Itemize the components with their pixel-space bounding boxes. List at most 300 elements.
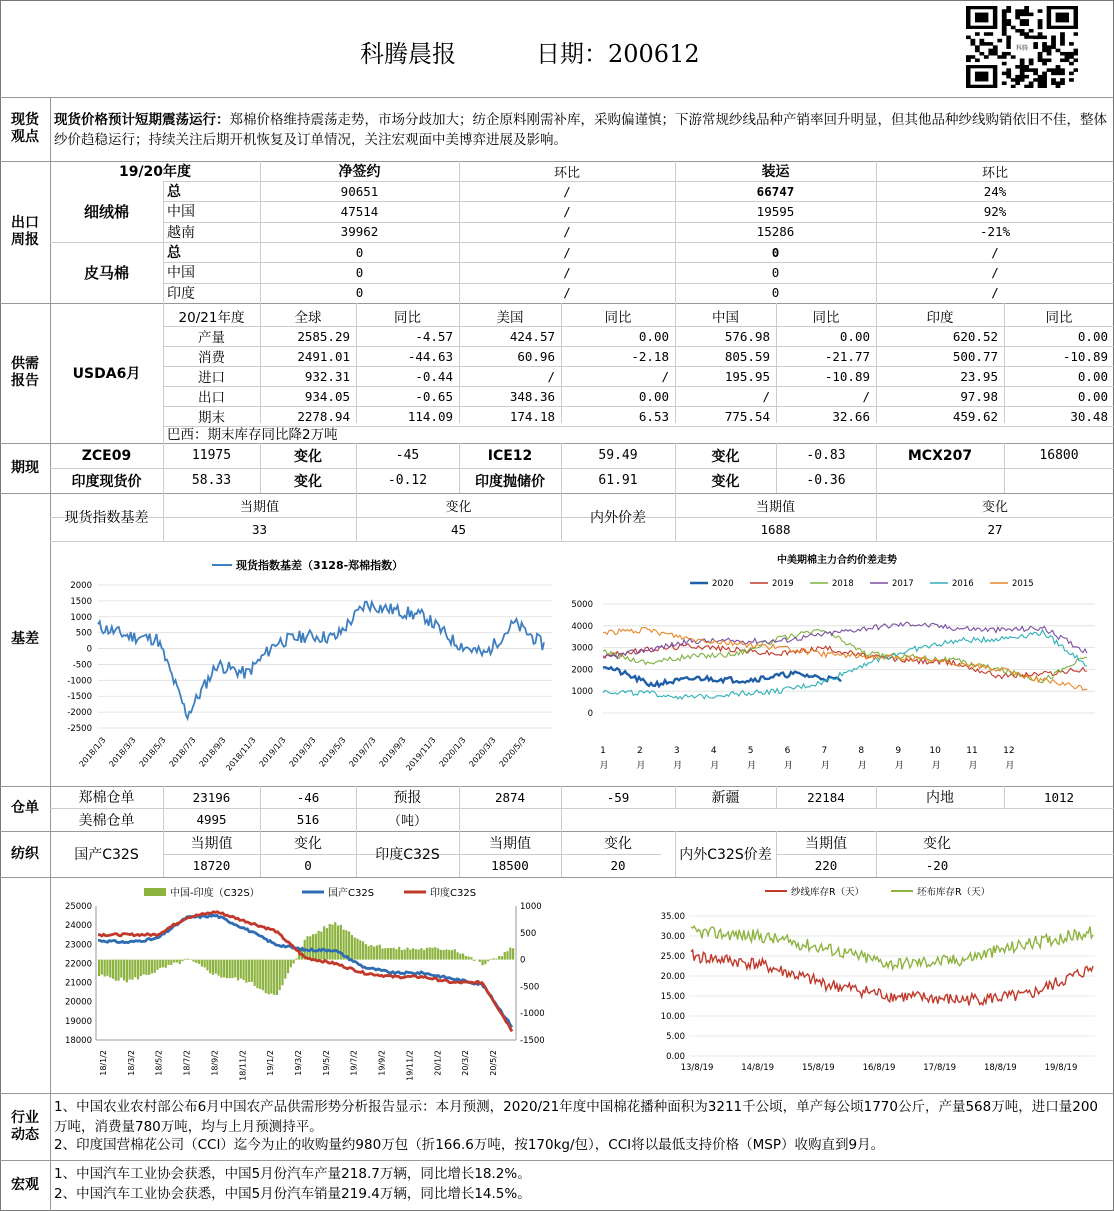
chart2-legend: 2017	[892, 579, 914, 589]
chart3-ytick-left: 18000	[64, 1036, 92, 1046]
section-macro: 宏观	[11, 1177, 39, 1193]
export-cell: /	[563, 203, 571, 219]
chart3-bar	[223, 960, 225, 978]
export-cell: /	[563, 264, 571, 280]
supply-cell: 0.00	[638, 388, 669, 404]
export-cell: /	[991, 285, 999, 301]
supply-cell: 424.57	[509, 328, 555, 344]
export-cell: -21%	[979, 224, 1011, 240]
supply-cell: /	[661, 368, 669, 384]
chart2-xtick: 8	[858, 746, 865, 756]
export-h-mom2: 环比	[981, 165, 1008, 181]
chart3-bar	[465, 956, 467, 960]
supply-cell: 0.00	[1077, 368, 1108, 384]
chart3-bar	[331, 925, 333, 960]
chart2-ytick: 2000	[571, 665, 593, 676]
export-year: 19/20年度	[118, 164, 192, 180]
yarn-h-chg-3: 变化	[923, 835, 951, 852]
chart4-ytick: 5.00	[666, 1032, 685, 1042]
chart3-bar	[251, 960, 253, 982]
export-cell: 0	[355, 285, 364, 301]
section-futures: 期现	[11, 459, 39, 476]
chart3-ytick-left: 23000	[64, 940, 92, 951]
chart3-ytick-right: 500	[520, 928, 537, 939]
futures-cell: 印度现货价	[71, 473, 142, 490]
chart3-legend: 中国-印度（C32S）	[170, 888, 260, 899]
export-cell: 0	[355, 244, 364, 260]
chart3-bar	[273, 960, 275, 995]
chart2-xtick: 2	[637, 746, 643, 756]
futures-cell: 变化	[294, 448, 322, 465]
chart3-bar	[501, 956, 503, 959]
chart3-bar	[345, 930, 347, 959]
supply-cell: 0.00	[638, 328, 669, 344]
chart3-bar	[504, 952, 506, 960]
svg-text:月: 月	[783, 761, 794, 771]
chart4-xtick: 16/8/19	[862, 1063, 896, 1073]
chart2-xtick: 10	[929, 746, 941, 756]
supply-cell: 2278.94	[297, 408, 350, 424]
section-export: 出口周报	[11, 215, 39, 248]
supply-cell: -4.57	[415, 328, 453, 344]
basis-h-cur: 当期值	[239, 499, 279, 515]
supply-cell: 32.66	[832, 408, 870, 424]
chart3-bar	[406, 948, 408, 960]
us-warehouse-label: 美棉仓单	[78, 812, 135, 829]
spread-label: 内外价差	[590, 510, 646, 526]
basis-h-chg: 变化	[445, 499, 472, 515]
chart3-bar	[145, 960, 147, 975]
futures-cell: 61.91	[598, 473, 638, 488]
chart3-series	[98, 912, 512, 1032]
warehouse-unit: （吨）	[387, 814, 427, 829]
export-cell: /	[563, 285, 571, 301]
chart3-bar	[184, 959, 186, 960]
chart3-bar	[326, 928, 328, 959]
chart1-xtick: 2018/1/3	[77, 735, 108, 769]
svg-text:月: 月	[820, 761, 830, 771]
chart1-xtick: 2019/3/3	[287, 735, 318, 769]
chart3-bar	[120, 960, 122, 978]
chart3-ytick-left: 24000	[64, 921, 92, 932]
supply-header: 同比	[812, 310, 840, 326]
chart1-ytick: 0	[86, 644, 92, 655]
chart1-xtick: 2019/11/3	[404, 735, 438, 773]
chart4-xtick: 15/8/19	[801, 1063, 835, 1073]
supply-cell: 500.77	[952, 348, 998, 364]
section-supply: 供需报告	[11, 356, 39, 389]
chart2-ytick: 0	[587, 709, 593, 719]
chart1-xtick: 2018/5/3	[137, 735, 168, 769]
supply-cell: 60.96	[517, 348, 555, 364]
qr-code	[966, 6, 1078, 88]
us-warehouse-change: 516	[296, 812, 320, 827]
chart3-bar	[204, 960, 206, 968]
chart4-xtick: 19/8/19	[1044, 1063, 1078, 1073]
supply-cell: 805.59	[724, 348, 770, 364]
chart3-bar	[356, 939, 358, 960]
yarn-h-cur-1: 当期值	[190, 835, 233, 852]
export-cell: 0	[355, 264, 364, 280]
chart1-xtick: 2018/7/3	[167, 735, 198, 769]
chart3-bar	[237, 960, 239, 981]
spread-v-chg: 27	[987, 521, 1003, 537]
chart2-ytick: 3000	[571, 643, 593, 654]
chart4-ytick: 30.00	[660, 932, 685, 942]
chart1-xtick: 2018/11/3	[224, 735, 258, 773]
supply-cell: 932.31	[304, 368, 350, 384]
chart3-bar	[98, 960, 100, 976]
supply-cell: 97.98	[960, 388, 998, 404]
chart3-bar	[254, 960, 256, 986]
chart4-ytick: 0.00	[666, 1052, 685, 1062]
export-cell: 92%	[983, 203, 1007, 219]
basis-v-cur: 33	[251, 521, 268, 537]
section-basis: 基差	[11, 631, 39, 647]
export-h-net: 净签约	[338, 164, 381, 180]
chart2-legend: 2020	[712, 579, 734, 589]
export-cell: 24%	[983, 183, 1007, 199]
export-group-0: 细绒棉	[83, 203, 129, 221]
supply-header: 同比	[604, 310, 632, 326]
supply-header: 中国	[712, 310, 739, 326]
chart3-bar	[354, 938, 356, 960]
chart3-bar	[284, 960, 286, 979]
chart2-xtick: 12	[1003, 746, 1015, 756]
chart1-xtick: 2018/9/3	[197, 735, 228, 769]
chart3-bar	[295, 958, 297, 959]
supply-row-label: 出口	[198, 390, 225, 406]
spread-h-cur: 当期值	[755, 499, 795, 515]
chart3-bar	[359, 940, 361, 959]
supply-cell: -10.89	[1062, 348, 1108, 364]
supply-cell: 934.05	[304, 388, 350, 404]
supply-cell: /	[547, 368, 555, 384]
chart3-bar	[401, 950, 403, 960]
chart3-xtick: 19/5/2	[321, 1050, 331, 1076]
export-cell: /	[563, 244, 571, 260]
section-yarn: 纺织	[11, 845, 39, 862]
forecast-value: 2874	[494, 789, 526, 805]
yarn-india-label: 印度C32S	[375, 847, 440, 863]
chart2-legend: 2018	[832, 579, 854, 589]
supply-header: 20/21年度	[178, 310, 245, 326]
us-warehouse-value: 4995	[196, 812, 227, 827]
chart2-xtick: 9	[895, 746, 902, 756]
chart3-xtick: 20/5/2	[489, 1050, 498, 1076]
chart3-bar	[126, 960, 128, 983]
chart2-xtick: 6	[784, 746, 791, 756]
chart3-bar	[165, 960, 167, 968]
chart3-bar	[154, 960, 156, 973]
chart3-ytick-right: -1000	[520, 1009, 545, 1020]
chart3-xtick: 19/3/2	[294, 1050, 303, 1076]
export-cell: 0	[771, 285, 780, 301]
chart2-xtick: 11	[966, 746, 978, 756]
chart3-bar	[448, 950, 450, 960]
chart1-ytick: -2500	[67, 724, 92, 734]
inland-label: 内地	[926, 790, 954, 806]
chart3-bar	[329, 924, 331, 960]
chart3-xtick: 18/7/2	[182, 1050, 192, 1076]
supply-row-label: 进口	[198, 370, 225, 386]
chart4-series	[691, 950, 1093, 1005]
svg-text:月: 月	[636, 761, 646, 771]
supply-row-label: 消费	[198, 350, 225, 366]
chart3-bar	[351, 935, 353, 960]
chart2-xtick: 4	[710, 746, 717, 756]
supply-cell: 6.53	[638, 408, 669, 424]
section-industry: 行业动态	[11, 1109, 39, 1143]
chart1-xtick: 2019/1/3	[257, 735, 288, 769]
futures-cell: -45	[395, 448, 420, 463]
chart3-bar	[270, 960, 272, 994]
chart3-bar	[454, 949, 456, 959]
chart3-bar	[490, 959, 492, 960]
yarn-india-change: 20	[610, 858, 626, 873]
chart1-xtick: 2019/7/3	[347, 735, 378, 769]
chart3-bar	[462, 954, 464, 960]
chart1-ytick: -1000	[67, 676, 92, 687]
yarn-spread-change: -20	[925, 858, 949, 873]
export-cell: /	[991, 244, 999, 260]
chart3-bar	[512, 948, 514, 959]
chart3-bar	[506, 951, 508, 959]
yarn-h-cur-2: 当期值	[489, 835, 531, 852]
chart2-legend: 2019	[772, 579, 794, 589]
chart3-bar	[276, 960, 278, 995]
chart3-bar	[117, 960, 119, 981]
chart3-bar	[493, 958, 495, 959]
svg-text:月: 月	[710, 761, 720, 771]
chart1-ytick: -2000	[67, 708, 92, 719]
export-cell: 39962	[340, 224, 379, 240]
chart4-ytick: 15.00	[660, 992, 685, 1002]
chart3-bar	[231, 960, 233, 978]
supply-cell: 576.98	[724, 328, 770, 344]
futures-cell: -0.12	[387, 473, 428, 488]
chart3-legend: 国产C32S	[328, 888, 375, 899]
supply-cell: /	[762, 388, 770, 404]
export-h-ship: 装运	[761, 164, 790, 180]
supply-label: USDA6月	[72, 366, 141, 382]
chart3-bar	[104, 960, 106, 977]
chart3-bar	[415, 949, 417, 959]
chart3-bar	[451, 950, 453, 959]
chart3-bar	[112, 960, 114, 979]
supply-cell: 2491.01	[297, 348, 350, 364]
chart3-bar	[206, 960, 208, 971]
chart3-bar	[315, 934, 317, 960]
svg-text:科腾: 科腾	[1015, 45, 1029, 52]
chart3-bar	[434, 947, 436, 959]
chart3-bar	[495, 959, 497, 960]
futures-cell: -0.83	[806, 448, 846, 463]
xinjiang-label: 新疆	[711, 790, 740, 806]
chart3-bar	[192, 960, 194, 962]
chart3-bar	[173, 960, 175, 963]
svg-text:月: 月	[857, 761, 867, 771]
yarn-spread-value: 220	[814, 858, 838, 873]
chart1-xtick: 2018/3/3	[107, 735, 138, 769]
chart4-legend: 坯布库存R（天）	[917, 887, 991, 898]
yarn-domestic-change: 0	[304, 858, 312, 873]
chart2-series	[603, 644, 1087, 679]
svg-text:月: 月	[968, 761, 978, 771]
xinjiang-value: 22184	[807, 789, 845, 805]
supply-cell: -21.77	[824, 348, 870, 364]
spread-chart	[565, 545, 1110, 783]
zc-warehouse-value: 23196	[192, 789, 231, 805]
chart3-bar	[318, 931, 320, 960]
futures-cell: 变化	[711, 473, 740, 490]
chart4-xtick: 13/8/19	[680, 1063, 714, 1073]
chart3-bar	[426, 948, 428, 960]
chart1-title: 现货指数基差（3128-郑棉指数）	[236, 559, 404, 572]
chart3-xtick: 18/3/2	[126, 1050, 136, 1076]
chart3-bar	[373, 947, 375, 960]
supply-cell: -10.89	[824, 368, 870, 384]
supply-cell: 459.62	[952, 408, 998, 424]
chart3-bar	[306, 936, 308, 959]
chart3-bar	[381, 948, 383, 959]
chart4-xtick: 14/8/19	[741, 1063, 775, 1073]
chart4-legend: 纱线库存R（天）	[791, 887, 865, 898]
chart1-series	[98, 602, 544, 719]
futures-cell: ZCE09	[81, 447, 132, 464]
supply-cell: 620.52	[952, 328, 998, 344]
yarn-domestic-label: 国产C32S	[74, 847, 139, 863]
chart3-bar	[198, 960, 200, 964]
chart1-ytick: -500	[72, 660, 92, 671]
chart3-bar	[479, 960, 481, 962]
chart3-bar	[376, 946, 378, 960]
supply-cell: 0.00	[839, 328, 870, 344]
chart3-bar	[334, 922, 336, 959]
export-cell: /	[563, 224, 571, 240]
inventory-chart	[655, 880, 1110, 1090]
chart3-bar	[459, 954, 461, 960]
chart3-bar	[162, 960, 164, 968]
chart1-xtick: 2020/3/3	[467, 735, 498, 769]
supply-cell: 114.09	[407, 408, 453, 424]
futures-cell: 16800	[1039, 448, 1079, 463]
futures-cell: 59.49	[598, 448, 638, 463]
yarn-h-chg-1: 变化	[294, 835, 322, 852]
yarn-h-cur-3: 当期值	[805, 835, 847, 852]
chart3-bar	[390, 948, 392, 960]
chart3-bar	[123, 960, 125, 981]
chart3-ytick-right: 0	[520, 955, 526, 966]
chart3-bar	[101, 960, 103, 975]
chart3-ytick-left: 25000	[64, 902, 92, 912]
inland-value: 1012	[1043, 789, 1075, 805]
chart2-xtick: 7	[821, 746, 828, 756]
export-row-label: 中国	[167, 265, 195, 282]
supply-cell: 30.48	[1070, 408, 1108, 424]
chart2-ytick: 4000	[571, 621, 593, 632]
chart3-bar	[217, 960, 219, 976]
yarn-india-value: 18500	[491, 858, 529, 873]
chart3-bar	[256, 960, 258, 989]
chart3-bar	[481, 960, 483, 966]
chart1-xtick: 2020/5/3	[497, 735, 528, 769]
chart4-ytick: 35.00	[660, 912, 685, 922]
chart3-bar	[167, 960, 169, 965]
section-warehouse: 仓单	[11, 800, 39, 816]
chart3-bar	[134, 960, 136, 978]
export-row-label: 总	[167, 245, 181, 262]
yarn-price-chart	[52, 880, 560, 1090]
chart3-bar	[323, 926, 325, 959]
chart2-ytick: 1000	[571, 687, 593, 698]
export-cell: 0	[771, 264, 780, 280]
export-cell: 90651	[340, 183, 379, 199]
chart3-bar	[337, 926, 339, 960]
chart2-xtick: 5	[747, 746, 754, 756]
export-h-mom1: 环比	[553, 165, 580, 181]
chart3-bar	[431, 948, 433, 960]
chart4-xtick: 18/8/19	[983, 1063, 1017, 1073]
chart3-bar	[440, 950, 442, 960]
chart4-xtick: 17/8/19	[923, 1063, 957, 1073]
export-row-label: 越南	[167, 224, 195, 241]
chart3-bar	[262, 960, 264, 991]
chart3-bar	[109, 960, 111, 978]
chart3-bar	[151, 960, 153, 974]
supply-cell: -2.18	[631, 348, 669, 364]
yarn-domestic-value: 18720	[192, 858, 231, 873]
chart3-series	[98, 915, 512, 1027]
chart3-bar	[473, 960, 475, 961]
chart4-ytick: 10.00	[660, 1012, 685, 1022]
chart3-bar	[412, 948, 414, 959]
chart1-ytick: 2000	[70, 581, 92, 591]
basis-v-chg: 45	[450, 521, 467, 537]
chart3-ytick-left: 22000	[64, 959, 92, 970]
svg-text:月: 月	[1005, 761, 1015, 771]
chart3-ytick-right: -500	[520, 982, 540, 993]
chart3-bar	[348, 932, 350, 960]
zc-warehouse-change: -46	[296, 789, 320, 805]
chart3-xtick: 18/9/2	[210, 1050, 220, 1076]
supply-header: 同比	[1045, 310, 1073, 326]
chart3-bar	[129, 960, 131, 980]
supply-note: 巴西：期末库存同比降2万吨	[167, 427, 338, 443]
export-cell: 66747	[756, 183, 795, 199]
chart3-bar	[498, 956, 500, 960]
chart3-bar	[279, 960, 281, 990]
chart2-ytick: 5000	[571, 600, 593, 610]
export-cell: 19595	[756, 203, 795, 219]
chart3-bar	[226, 960, 228, 979]
supply-cell: 195.95	[724, 368, 770, 384]
supply-cell: -44.63	[407, 348, 453, 364]
chart3-bar	[106, 960, 108, 976]
supply-cell: 0.00	[1077, 328, 1108, 344]
futures-cell: 58.33	[191, 473, 232, 488]
supply-cell: 2585.29	[297, 328, 350, 344]
chart3-xtick: 19/11/2	[405, 1050, 415, 1081]
chart3-xtick: 18/5/2	[154, 1050, 164, 1076]
chart3-bar	[215, 960, 217, 974]
chart3-ytick-right: 1000	[520, 902, 542, 912]
chart3-bar	[487, 960, 489, 962]
chart3-bar	[456, 952, 458, 959]
basis-label: 现货指数基差	[64, 510, 149, 526]
svg-text:月: 月	[894, 761, 904, 771]
svg-text:月: 月	[599, 761, 609, 771]
